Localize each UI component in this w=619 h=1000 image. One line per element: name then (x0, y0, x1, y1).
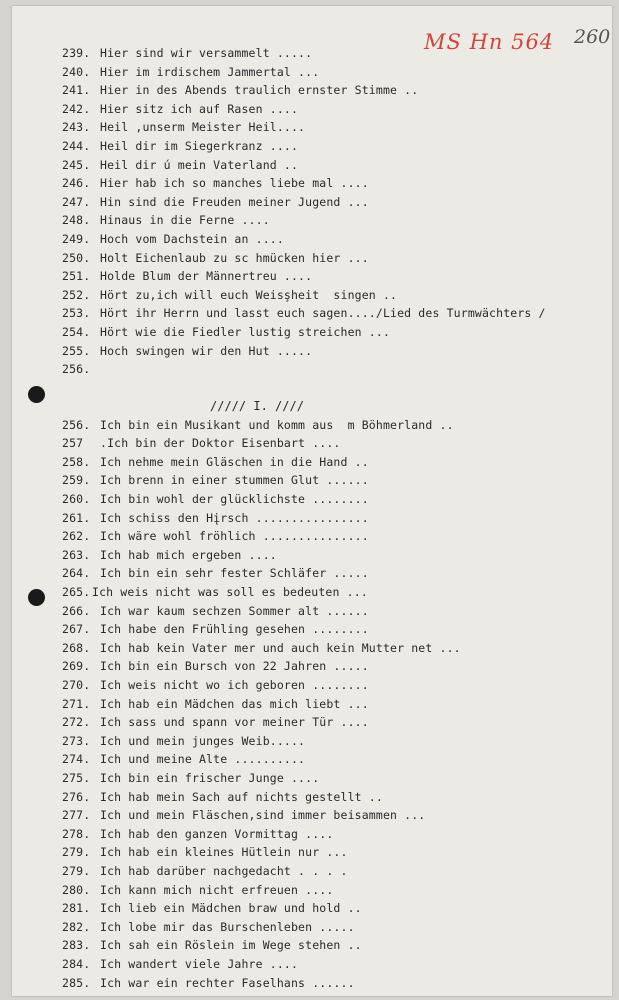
item-number: 240. (62, 64, 91, 79)
item-number: 241. (62, 83, 91, 98)
list-item (62, 881, 602, 900)
list-item (62, 546, 602, 565)
item-number: 279. (62, 863, 91, 878)
list-item (62, 323, 602, 342)
item-title: Hoch vom Dachstein an .... (100, 231, 284, 246)
item-title: Ich sass und spann vor meiner Tür .... (100, 715, 369, 730)
item-title: Hoch swingen wir den Hut ..... (100, 343, 313, 358)
list-item (62, 416, 602, 435)
item-number: 266. (62, 603, 91, 618)
list-item (62, 936, 602, 955)
item-title: Ich bin ein Bursch von 22 Jahren ..... (100, 659, 369, 674)
item-number: 249. (62, 231, 91, 246)
item-number: 269. (62, 659, 91, 674)
item-number: 279. (62, 845, 91, 860)
item-number: 262. (62, 529, 91, 544)
item-title: Hier im irdischem Jammertal ... (100, 64, 320, 79)
item-title: Ich war kaum sechzen Sommer alt ...... (100, 603, 369, 618)
item-number: 272. (62, 715, 91, 730)
list-item (62, 471, 602, 490)
shelfmark-annotation: MS Hn 564 (424, 30, 555, 54)
item-title: Ich lobe mir das Burschenleben ..... (100, 919, 355, 934)
list-item (62, 434, 602, 453)
list-item (62, 527, 602, 546)
item-number: 261. (62, 510, 91, 525)
item-title: Ich hab mein Sach auf nichts gestellt .. (100, 789, 383, 804)
item-title: Ich wandert viele Jahre .... (100, 956, 299, 971)
list-item (62, 509, 602, 528)
item-number: 263. (62, 547, 91, 562)
list-item (62, 156, 602, 175)
document-page (12, 6, 612, 996)
item-number: 259. (62, 473, 91, 488)
item-number: 271. (62, 696, 91, 711)
list-item (62, 137, 602, 156)
list-item (62, 342, 602, 361)
song-list (62, 44, 602, 992)
list-item (62, 118, 602, 137)
list-item (62, 211, 602, 230)
item-number: 264. (62, 566, 91, 581)
item-title: Heil dir im Siegerkranz .... (100, 138, 299, 153)
item-title: Ich hab mich ergeben .... (100, 547, 277, 562)
list-item (62, 769, 602, 788)
item-number: 276. (62, 789, 91, 804)
item-number: 250. (62, 250, 91, 265)
item-number: 275. (62, 770, 91, 785)
item-number: 278. (62, 826, 91, 841)
item-title: Hinaus in die Ferne .... (100, 213, 270, 228)
item-number: 239. (62, 46, 91, 60)
list-item (62, 63, 602, 82)
item-number: 277. (62, 808, 91, 823)
item-number: 281. (62, 901, 91, 916)
item-title: Ich weis nicht wo ich geboren ........ (100, 678, 369, 692)
item-number: 257 (62, 436, 84, 451)
list-item (62, 695, 602, 714)
item-title: Ich sah ein Röslein im Wege stehen .. (100, 938, 362, 953)
item-title: Ich hab ein Mädchen das mich liebt ... (100, 696, 369, 711)
item-title: Ich weis nicht was soll es bedeuten ... (92, 585, 368, 600)
item-number: 256. (62, 362, 91, 377)
item-title: Hier sitz ich auf Rasen .... (100, 101, 299, 116)
page-number: 260 (574, 26, 611, 48)
list-item (62, 676, 602, 695)
item-title: Ich kann mich nicht erfreuen .... (100, 882, 334, 897)
list-item (62, 360, 602, 379)
item-title: Holde Blum der Männertreu .... (100, 269, 313, 284)
list-item (62, 267, 602, 286)
item-title: Ich bin ein frischer Junge .... (100, 770, 320, 785)
list-item (62, 583, 602, 602)
item-number: 242. (62, 101, 91, 116)
section-heading: ///// I. //// (210, 398, 304, 413)
item-number: 248. (62, 213, 91, 228)
list-item (62, 974, 602, 993)
list-item (62, 713, 602, 732)
item-number: 243. (62, 120, 91, 135)
list-item (62, 620, 602, 639)
list-item (62, 825, 602, 844)
item-title: Ich hab darüber nachgedacht . . . . (100, 863, 348, 878)
item-title: Ich bin ein sehr fester Schläfer ..... (100, 566, 369, 581)
item-title: Ich schiss den Hįrsch ................ (100, 510, 369, 525)
item-title: Hin sind die Freuden meiner Jugend ... (100, 194, 369, 209)
item-number: 267. (62, 622, 91, 637)
item-title: Hört zu,ich will euch Weisşheit singen .. (100, 287, 398, 302)
item-title: Ich hab den ganzen Vormittag .... (100, 826, 334, 841)
list-item (62, 918, 602, 937)
list-item (62, 732, 602, 751)
list-item (62, 899, 602, 918)
item-title: Ich und mein Fläschen,sind immer beisammen ... (100, 808, 426, 823)
item-number: 280. (62, 882, 91, 897)
item-title: Ich lieb ein Mädchen braw und hold .. (100, 901, 362, 916)
item-title: Ich und mein junges Weib..... (100, 733, 306, 748)
list-item (62, 81, 602, 100)
list-item (62, 639, 602, 658)
item-number: 255. (62, 343, 91, 358)
list-item (62, 453, 602, 472)
list-item (62, 490, 602, 509)
item-title: Ich habe den Frühling gesehen ........ (100, 622, 369, 637)
item-title: Ich brenn in einer stummen Glut ...... (100, 473, 369, 488)
item-number: 260. (62, 492, 91, 507)
item-title: Ich und meine Alte .......... (100, 752, 306, 767)
list-item (62, 602, 602, 621)
list-item (62, 174, 602, 193)
song-list-group-i (62, 416, 602, 992)
item-number: 254. (62, 324, 91, 339)
item-title: Ich nehme mein Gläschen in die Hand .. (100, 454, 369, 469)
list-item (62, 955, 602, 974)
song-list-group-h (62, 44, 602, 379)
item-number: 284. (62, 956, 91, 971)
list-item (62, 44, 602, 63)
list-item (62, 750, 602, 769)
list-item (62, 230, 602, 249)
spacer (62, 379, 602, 396)
item-number: 274. (62, 752, 91, 767)
list-item (62, 564, 602, 583)
list-item (62, 806, 602, 825)
item-title: Hier sind wir versammelt ..... (100, 46, 313, 60)
list-item (62, 657, 602, 676)
item-title: Ich wäre wohl fröhlich ............... (100, 529, 369, 544)
item-number: 244. (62, 138, 91, 153)
item-number: 270. (62, 678, 91, 692)
item-number: 256. (62, 417, 91, 432)
item-title: Hier hab ich so manches liebe mal .... (100, 176, 369, 191)
list-item (62, 286, 602, 305)
item-number: 273. (62, 733, 91, 748)
item-number: 283. (62, 938, 91, 953)
item-title: Ich hab ein kleines Hütlein nur ... (100, 845, 348, 860)
list-item (62, 843, 602, 862)
item-number: 245. (62, 157, 91, 172)
item-title: Hier in des Abends traulich ernster Stimme .. (100, 83, 419, 98)
item-number: 252. (62, 287, 91, 302)
item-title: Hört ihr Herrn und lasst euch sagen..../Lied des Turmwächters / (100, 306, 546, 321)
item-title: Holt Eichenlaub zu sc hmücken hier ... (100, 250, 369, 265)
item-title: Heil dir ú mein Vaterland .. (100, 157, 299, 172)
list-item (62, 100, 602, 119)
item-title: Heil ,unserm Meister Heil.... (100, 120, 306, 135)
item-number: 246. (62, 176, 91, 191)
list-item (62, 249, 602, 268)
item-number: 282. (62, 919, 91, 934)
item-title: Ich bin wohl der glücklichste ........ (100, 492, 369, 507)
punch-hole-bottom (28, 589, 45, 606)
item-title: Hört wie die Fiedler lustig streichen ... (100, 324, 391, 339)
item-title: Ich war ein rechter Faselhans ...... (100, 975, 355, 990)
item-number: 265. (62, 585, 91, 600)
item-title: Ich bin ein Musikant und komm aus m Böhmerland .. (100, 417, 454, 432)
list-item (62, 788, 602, 807)
item-title: .Ich bin der Doktor Eisenbart .... (100, 436, 341, 451)
item-number: 268. (62, 640, 91, 655)
list-item (62, 862, 602, 881)
punch-hole-top (28, 386, 45, 403)
item-number: 253. (62, 306, 91, 321)
list-item (62, 304, 602, 323)
item-title: Ich hab kein Vater mer und auch kein Mutter net ... (100, 640, 461, 655)
item-number: 251. (62, 269, 91, 284)
item-number: 247. (62, 194, 91, 209)
item-number: 258. (62, 454, 91, 469)
list-item (62, 193, 602, 212)
item-number: 285. (62, 975, 91, 990)
